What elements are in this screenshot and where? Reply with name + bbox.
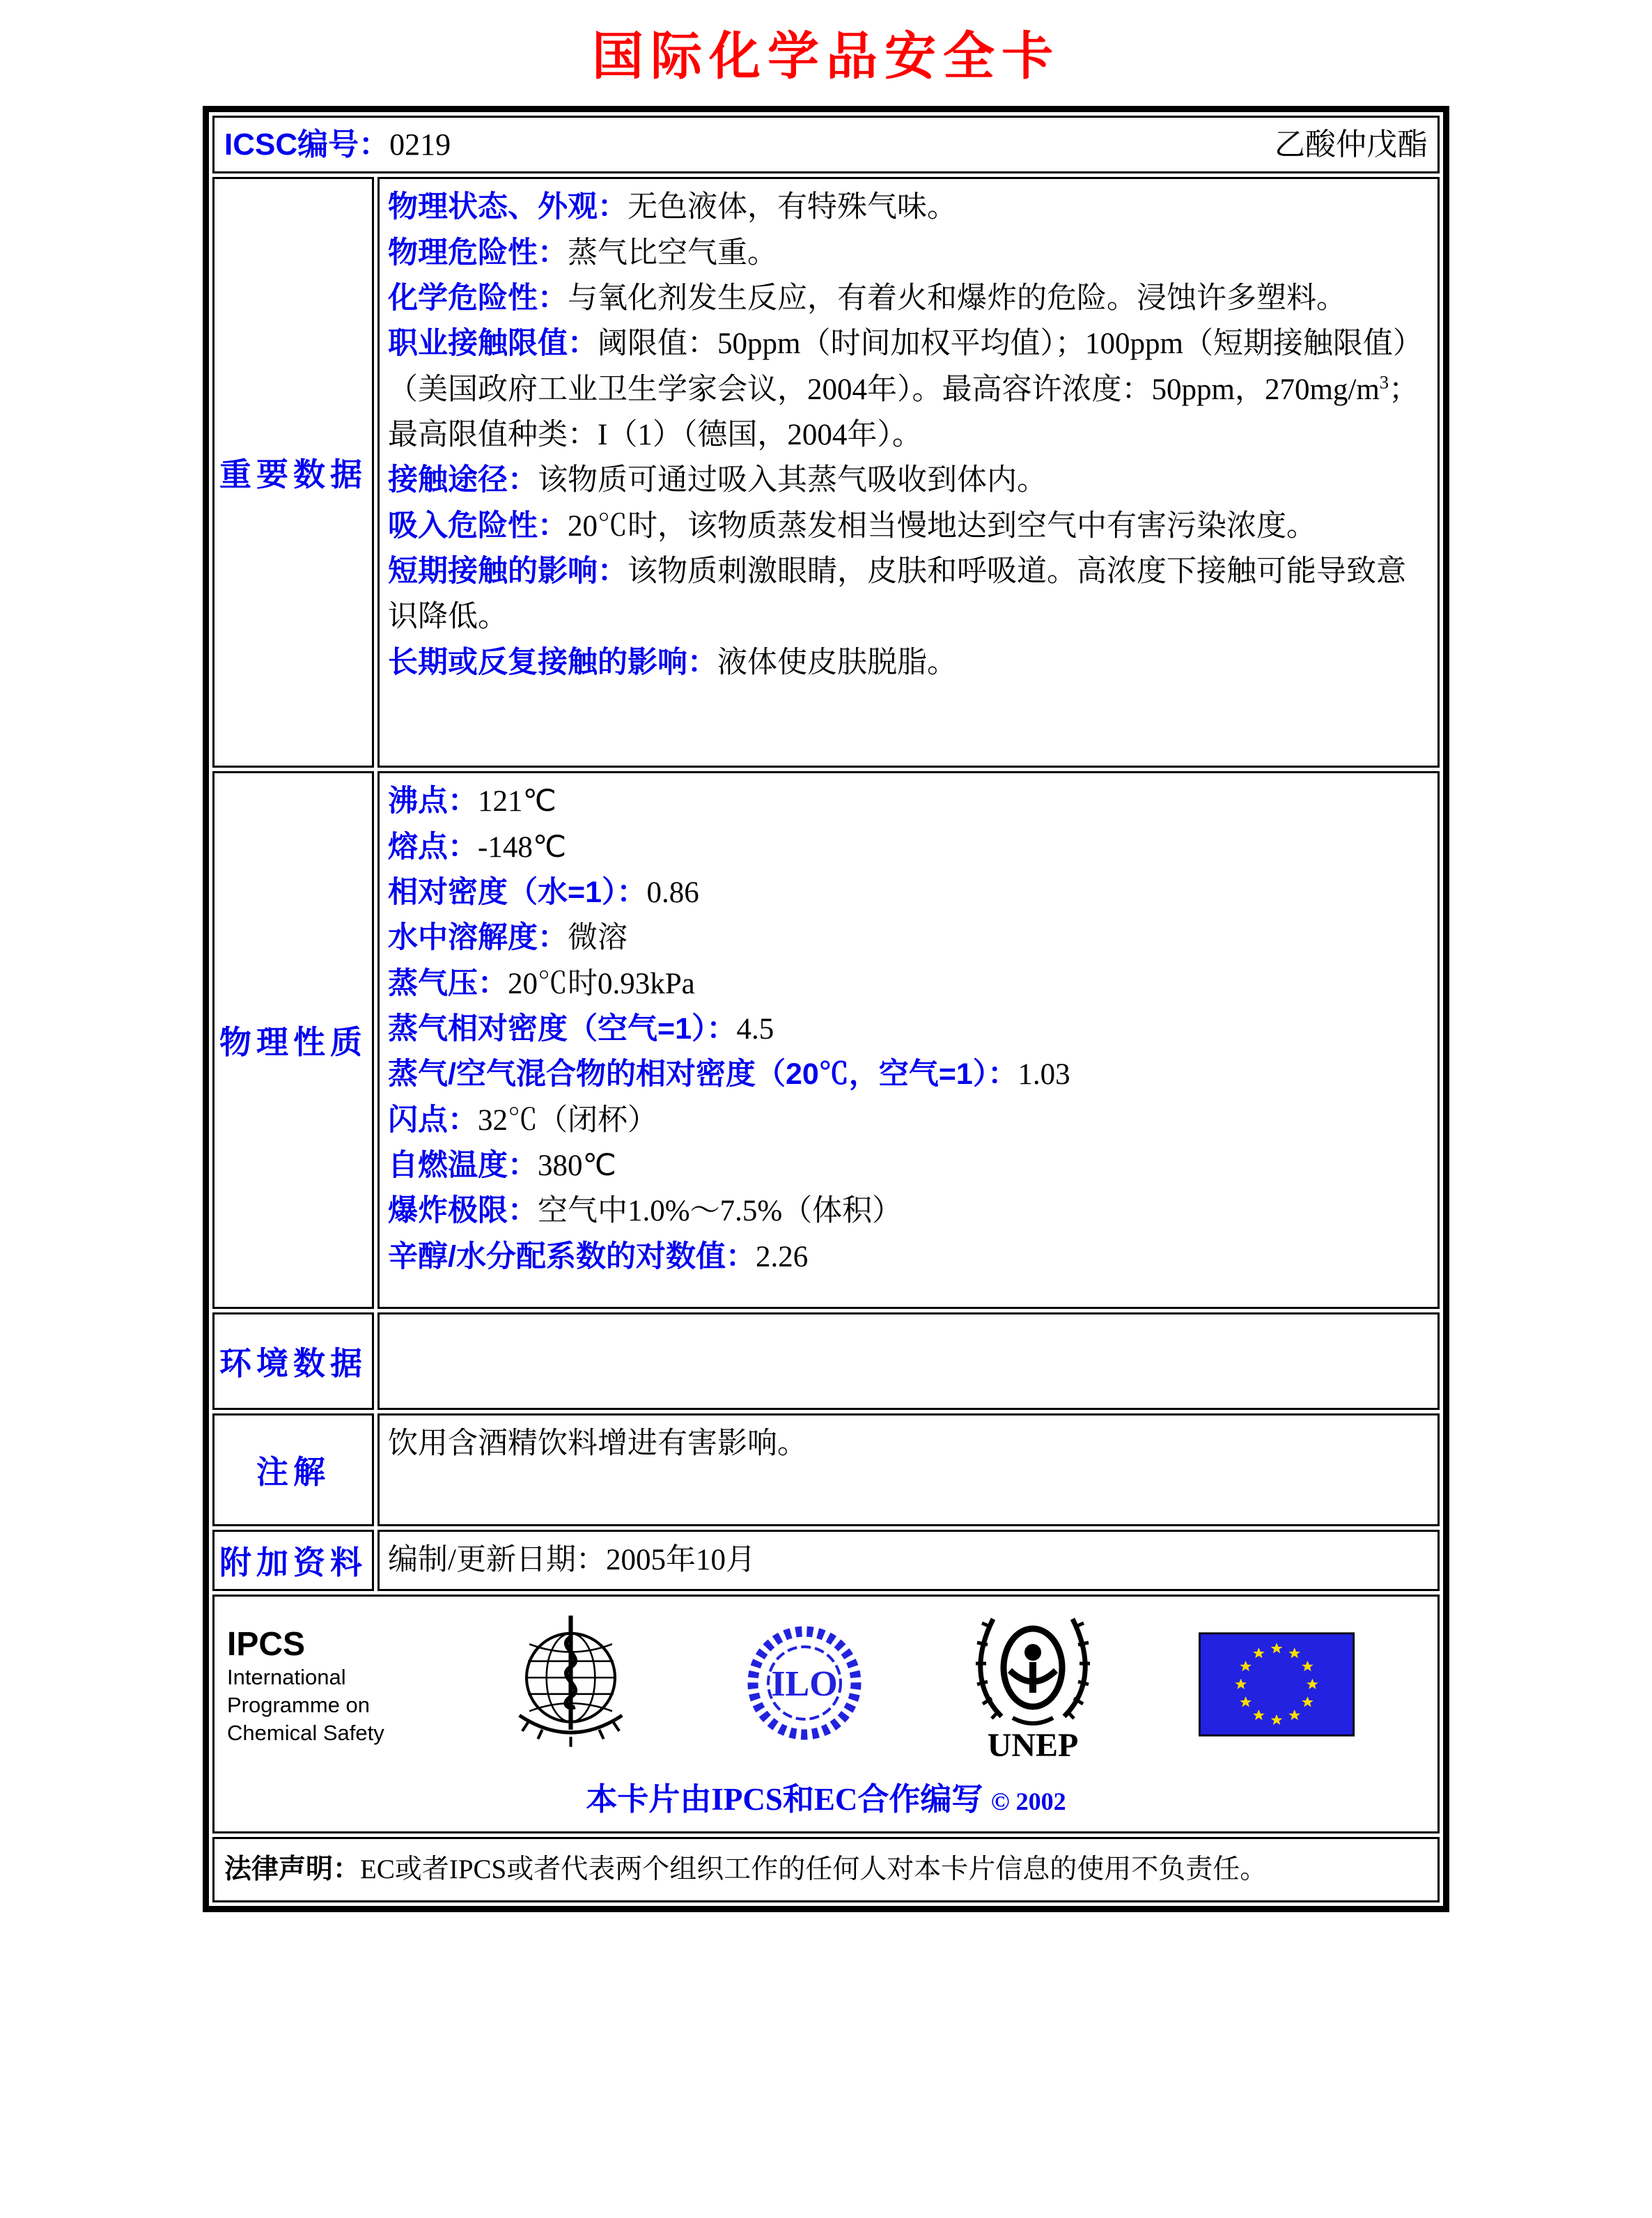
prop-flash-point [388, 1098, 1429, 1143]
legal-text: EC或者IPCS或者代表两个组织工作的任何人对本卡片信息的使用不负责任。 [360, 1854, 1268, 1884]
field-value: 4.5 [736, 1012, 774, 1046]
field-value: 无色液体，有特殊气味。 [628, 191, 957, 224]
field-value: 32℃（闭杯） [478, 1103, 657, 1137]
physical-properties-row [212, 771, 1440, 1309]
field-value: 0.86 [646, 876, 699, 909]
footer-cell [212, 1595, 1440, 1833]
field-label: 蒸气压： [388, 966, 508, 1000]
field-label: 水中溶解度： [388, 921, 568, 955]
data-item-physical-danger [388, 231, 1429, 276]
prop-autoignition-temp [388, 1143, 1429, 1188]
unep-logo-text: UNEP [987, 1726, 1079, 1763]
data-item-exposure-routes [388, 458, 1429, 503]
page-title: 国际化学品安全卡 [592, 29, 1060, 86]
ipcs-subtitle-line3: Chemical Safety [227, 1721, 384, 1746]
notes-row [212, 1413, 1440, 1526]
field-value: 微溶 [568, 922, 628, 955]
row-label-notes: 注解 [212, 1413, 374, 1526]
prop-melting-point [388, 825, 1429, 870]
field-label: 蒸气相对密度（空气=1）： [388, 1011, 737, 1046]
row-label-physical-properties: 物理性质 [212, 771, 374, 1309]
ipcs-text-block [227, 1625, 450, 1748]
field-value: 与氧化剂发生反应，有着火和爆炸的危险。浸蚀许多塑料。 [568, 281, 1346, 315]
prop-vapor-air-density [388, 1052, 1429, 1097]
field-label: 接触途径： [388, 463, 538, 497]
data-item-inhalation-risk [388, 504, 1429, 549]
field-label: 熔点： [388, 830, 478, 864]
chemical-name: 乙酸仲戊酯 [1275, 127, 1428, 162]
prop-vapor-pressure [388, 961, 1429, 1007]
footer-caption [227, 1774, 1425, 1819]
ilo-logo-icon [742, 1615, 867, 1758]
field-label: 物理危险性： [388, 235, 568, 270]
field-label: 相对密度（水=1）： [388, 875, 647, 909]
ipcs-subtitle-line2: Programme on [227, 1692, 371, 1717]
field-value: 阈限值：50ppm（时间加权平均值）；100ppm（短期接触限值）（美国政府工业卫生学家会议，2004年）。最高容许浓度：50ppm，270mg/m [388, 327, 1423, 406]
field-value: 液体使皮肤脱脂。 [717, 646, 957, 679]
notes-content: 饮用含酒精饮料增进有害影响。 [377, 1413, 1440, 1526]
additional-info-content: 编制/更新日期：2005年10月 [377, 1530, 1440, 1590]
prop-explosive-limits [388, 1188, 1429, 1234]
legal-cell [212, 1837, 1440, 1903]
prop-relative-density [388, 870, 1429, 915]
data-item-physical-state [388, 185, 1429, 230]
ilo-logo-text: ILO [771, 1664, 838, 1705]
footer-row [212, 1595, 1440, 1833]
environmental-data-row [212, 1312, 1440, 1410]
field-value: 121℃ [478, 785, 556, 819]
field-value: 380℃ [538, 1149, 616, 1183]
icsc-number-value: 0219 [389, 127, 451, 162]
field-value: 1.03 [1018, 1058, 1070, 1092]
additional-info-row [212, 1530, 1440, 1590]
field-value: 该物质可通过吸入其蒸气吸收到体内。 [538, 464, 1047, 497]
footer-copyright: © 2002 [990, 1787, 1066, 1815]
field-value: 2.26 [755, 1240, 809, 1273]
ipcs-subtitle-line1: International [227, 1664, 346, 1689]
prop-vapor-density [388, 1007, 1429, 1052]
field-value-cont: ；最高限值种类：I（1）（德国，2004年）。 [388, 373, 1419, 451]
prop-octanol-water-coeff [388, 1234, 1429, 1280]
field-label: 闪点： [388, 1103, 478, 1137]
important-data-row [212, 177, 1440, 768]
icsc-number-group [224, 125, 451, 164]
field-value: 蒸气比空气重。 [568, 236, 777, 270]
field-label: 化学危险性： [388, 281, 568, 315]
header-row [212, 116, 1440, 173]
superscript: 3 [1379, 371, 1389, 393]
environmental-data-content [377, 1312, 1440, 1410]
prop-water-solubility [388, 915, 1429, 961]
ipcs-title: IPCS [227, 1625, 306, 1663]
field-value: 该物质刺激眼睛，皮肤和呼吸道。高浓度下接触可能导致意识降低。 [388, 555, 1406, 634]
field-label: 物理状态、外观： [388, 190, 628, 224]
field-label: 吸入危险性： [388, 509, 568, 543]
data-item-occupational-limits [388, 321, 1429, 458]
physical-properties-content [377, 771, 1440, 1309]
row-label-important-data: 重要数据 [212, 177, 374, 768]
data-item-short-term-effects [388, 549, 1429, 640]
legal-label: 法律声明： [224, 1854, 361, 1884]
row-label-additional-info: 附加资料 [212, 1530, 374, 1590]
footer-caption-text: 本卡片由IPCS和EC合作编写 [586, 1781, 983, 1817]
header-cell [212, 116, 1440, 173]
row-label-environmental-data: 环境数据 [212, 1312, 374, 1410]
field-value: 20℃时0.93kPa [508, 967, 695, 1000]
data-item-chemical-danger [388, 276, 1429, 321]
card-table [203, 106, 1449, 1912]
icsc-number-label: ICSC编号： [224, 127, 390, 162]
field-label: 职业接触限值： [388, 327, 598, 361]
field-label: 长期或反复接触的影响： [388, 645, 717, 679]
who-logo-icon [499, 1610, 642, 1763]
field-value: 空气中1.0%～7.5%（体积） [538, 1195, 903, 1228]
field-label: 沸点： [388, 784, 478, 819]
field-label: 辛醇/水分配系数的对数值： [388, 1239, 756, 1273]
field-label: 蒸气/空气混合物的相对密度（20℃，空气=1）： [388, 1057, 1018, 1092]
prop-boiling-point [388, 779, 1429, 824]
legal-row [212, 1837, 1440, 1903]
eu-flag-icon [1199, 1632, 1355, 1740]
field-value: -148℃ [478, 830, 567, 864]
data-item-long-term-effects [388, 640, 1429, 685]
field-label: 爆炸极限： [388, 1194, 538, 1228]
field-label: 短期接触的影响： [388, 554, 628, 589]
field-value: 20℃时，该物质蒸发相当慢地达到空气中有害污染浓度。 [568, 509, 1316, 543]
unep-logo-icon [967, 1606, 1099, 1767]
field-label: 自燃温度： [388, 1149, 538, 1183]
important-data-content [377, 177, 1440, 768]
